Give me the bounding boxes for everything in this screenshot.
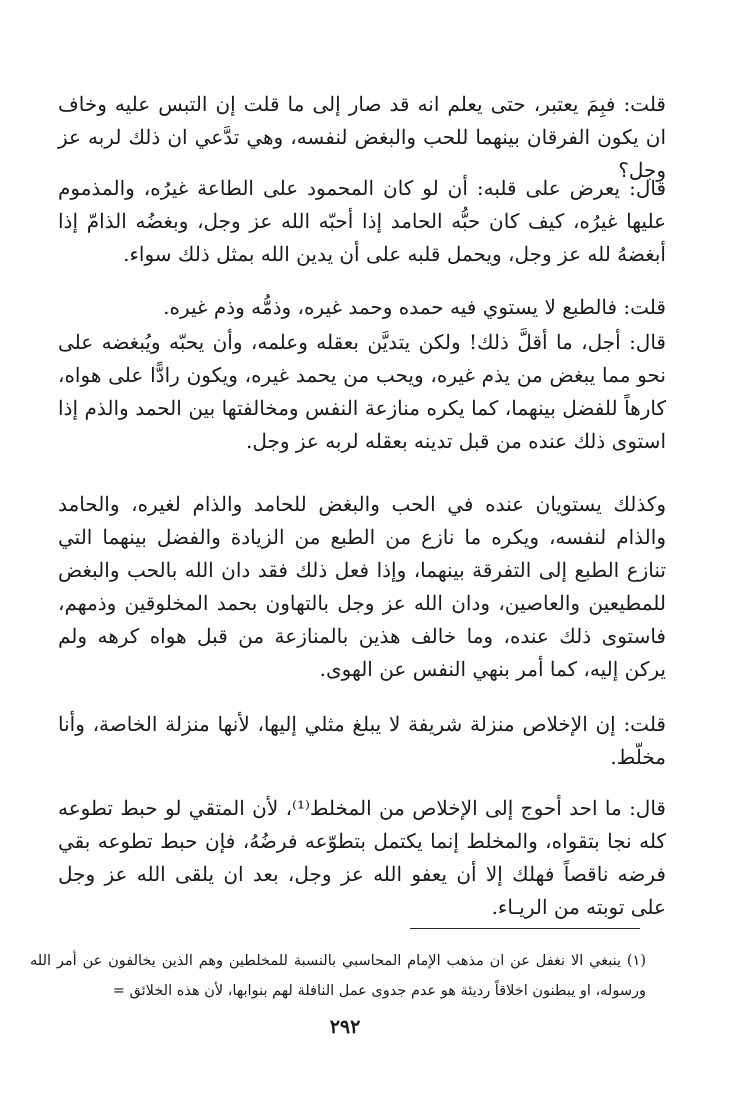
paragraph-question-3 bbox=[58, 708, 666, 774]
paragraph-answer-2 bbox=[58, 326, 666, 458]
paragraph-text: قال: يعرض على قلبه: أن لو كان المحمود على الطاعة غيرُه، والمذموم عليها غيرُه، كيف كان حبُّه الحامد إذا أحبّه الله عز وجل، وبغضُه الذامّ إذا أبغضهُ لله عز وجل، ويحمل قلبه على أن يدين الله بمثل ذلك سواء. bbox=[58, 176, 666, 266]
paragraph-question-2 bbox=[58, 291, 666, 324]
footnote-divider bbox=[410, 928, 640, 929]
paragraph-answer-3 bbox=[58, 792, 666, 924]
footnote-1: (١) ينبغي الا نغفل عن ان مذهب الإمام المحاسبي بالنسبة للمخلطين وهم الذين يخالفون عن أمر الله ورسوله، او يبطنون اخلاقاً رديئة هو عدم جدوى عمل النافلة لهم بنوابها، لأن هذه الخلائق = bbox=[30, 953, 646, 999]
footnotes bbox=[30, 946, 646, 1006]
page-number: ٢٩٢ bbox=[329, 1016, 361, 1038]
paragraph-text: قال: ما احد أحوج إلى الإخلاص من المخلط⁽¹⁾، لأن المتقي لو حبط تطوعه كله نجا بتقواه، والمخلط إنما يكتمل بتطوّعه فرضُهُ، فإن حبط تطوعه بقي فرضه ناقصاً فهلك إلا أن يعفو الله عز وجل، بعد ان يلقى الله عز وجل على توبته من الريـاء. bbox=[58, 796, 666, 919]
paragraph-text: قلت: فبِمَ يعتبر، حتى يعلم انه قد صار إلى ما قلت إن التبس عليه وخاف ان يكون الفرقان بينهما للحب والبغض لنفسه، وهي تدَّعي ان ذلك لربه عز وجل؟ bbox=[58, 92, 666, 182]
paragraph-text: قلت: فالطبع لا يستوي فيه حمده وحمد غيره، وذمُّه وذم غيره. bbox=[163, 295, 666, 319]
paragraph-answer-1 bbox=[58, 172, 666, 271]
paragraph-continuation bbox=[58, 488, 666, 686]
paragraph-text: وكذلك يستويان عنده في الحب والبغض للحامد والذام لغيره، والحامد والذام لنفسه، ويكره ما نازع من الطبع من الزيادة والفضل بينهما التي تنازع الطبع إلى التفرقة بينهما، وإذا فعل ذلك فقد دان الله بالحب والبغض للمطيعين والعاصين، ودان الله عز وجل بالتهاون بحمد المخلوقين وذمهم، فاستوى ذلك عنده، وما خالف هذين بالمنازعة من قبل هواه كرهه ولم يركن إليه، كما أمر بنهي النفس عن الهوى. bbox=[58, 492, 666, 681]
paragraph-text: قلت: إن الإخلاص منزلة شريفة لا يبلغ مثلي إليها، لأنها منزلة الخاصة، وأنا مخلّط. bbox=[58, 712, 666, 769]
paragraph-text: قال: أجل، ما أقلَّ ذلك! ولكن يتديَّن بعقله وعلمه، وأن يحبّه ويُبغضه على نحو مما يبغض من يذم غيره، ويحب من يحمد غيره، ويكون رادًّا على هواه، كارهاً للفضل بينهما، كما يكره منازعة النفس ومخالفتها بين الحمد والذم إذا استوى ذلك عنده من قبل تدينه بعقله لربه عز وجل. bbox=[58, 330, 666, 453]
